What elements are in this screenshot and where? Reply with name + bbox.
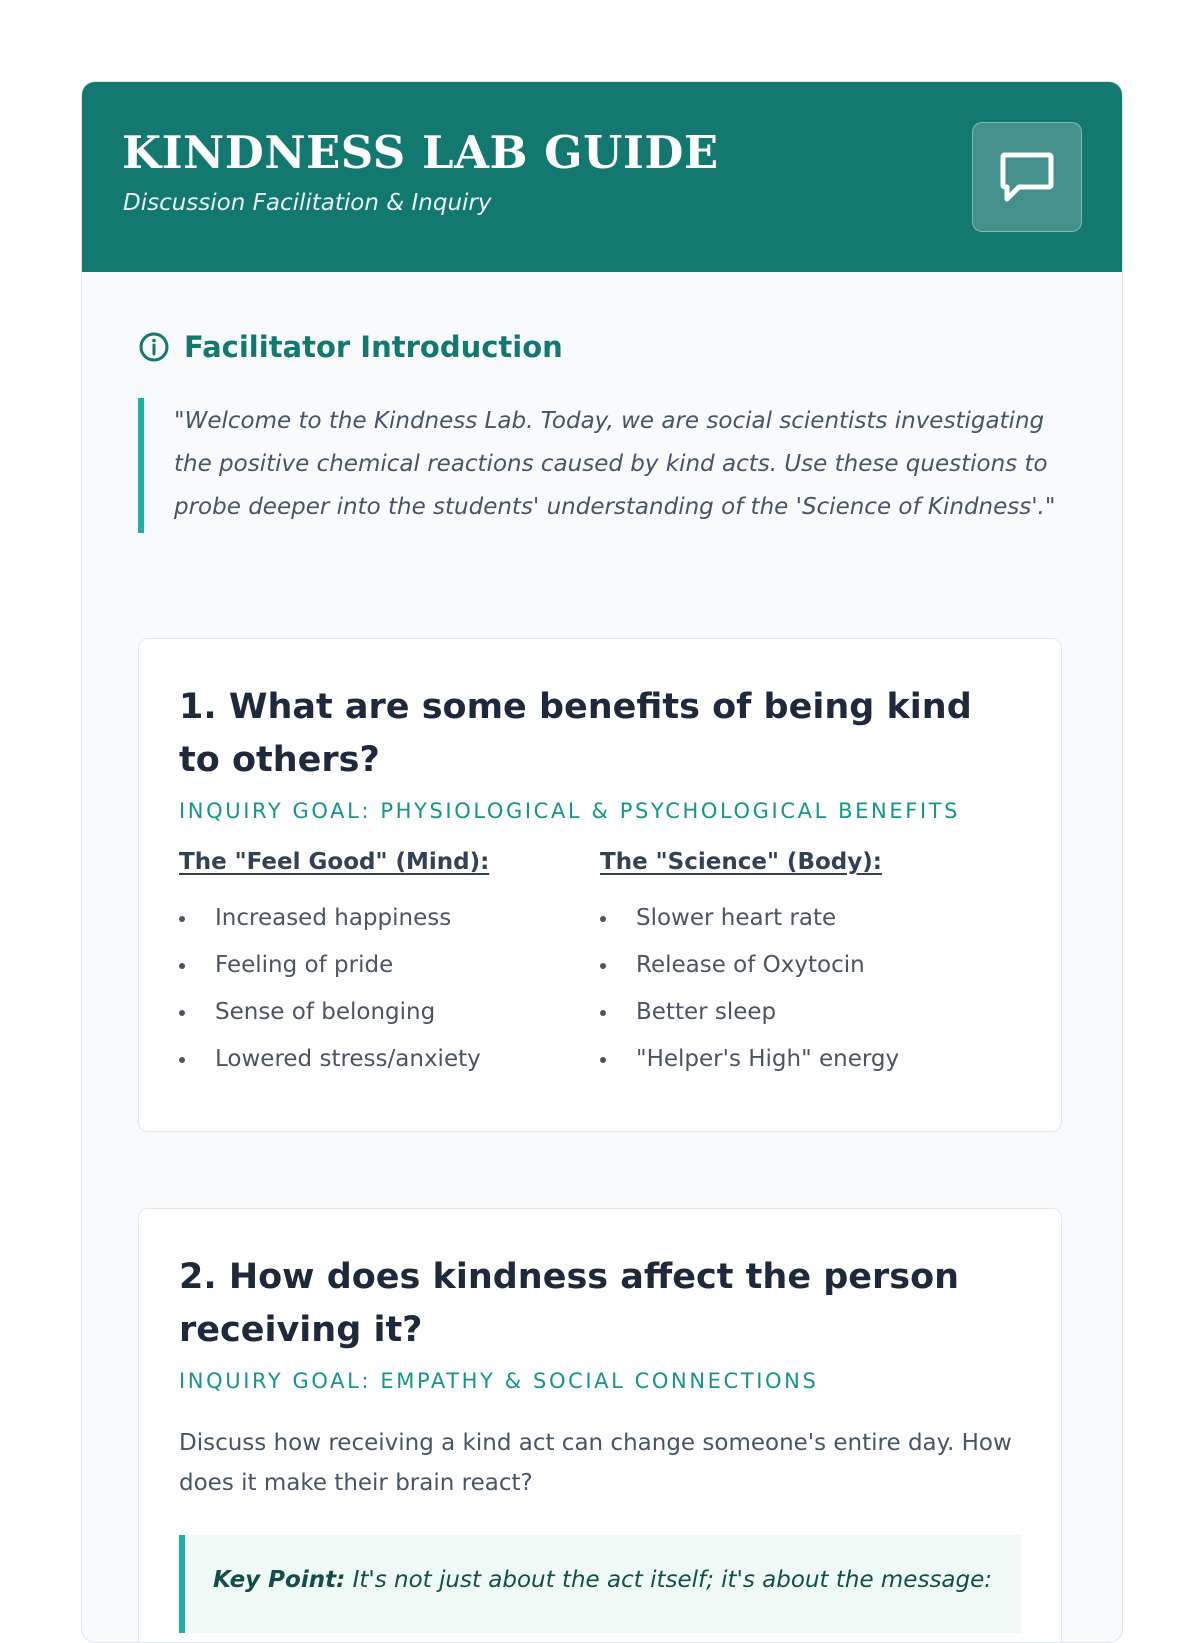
facilitator-introduction [138,330,1068,533]
question-title: 2. How does kindness affect the person receiving it? [179,1257,960,1350]
inquiry-goal: INQUIRY GOAL: PHYSIOLOGICAL & PSYCHOLOGICAL BENEFITS [179,799,961,823]
info-icon [138,331,170,363]
question-title: 1. What are some benefits of being kind to others? [179,687,972,780]
intro-heading [138,330,1068,364]
guide-title: KINDNESS LAB GUIDE [122,126,719,179]
list-item: Slower heart rate [600,895,1021,942]
chat-bubble-icon [995,145,1059,209]
list-item: "Helper's High" energy [600,1036,1021,1083]
question-description: Discuss how receiving a kind act can change someone's entire day. How does it make their brain react? [179,1430,1012,1496]
guide-subtitle: Discussion Facilitation & Inquiry [123,190,492,216]
inquiry-goal: INQUIRY GOAL: EMPATHY & SOCIAL CONNECTIONS [179,1369,819,1393]
list-item: Release of Oxytocin [600,942,1021,989]
list-item: Increased happiness [179,895,600,942]
intro-quote: "Welcome to the Kindness Lab. Today, we are social scientists investigating the positive chemical reactions caused by kind acts. Use these questions to probe deeper into the students' understanding of the 'Science of Kindness'." [138,398,1068,533]
list-item: Sense of belonging [179,989,600,1036]
question-card-2 [138,1208,1062,1643]
question-card-1 [138,638,1062,1132]
body-column [600,849,1021,1083]
benefit-list [600,895,1021,1083]
key-point-text: It's not just about the act itself; it's about the message: [345,1567,993,1593]
column-heading: The "Feel Good" (Mind): [179,849,490,875]
benefit-list [179,895,600,1083]
list-item: Better sleep [600,989,1021,1036]
list-item: Feeling of pride [179,942,600,989]
key-point-label: Key Point: [213,1567,346,1593]
intro-heading-text: Facilitator Introduction [184,330,563,364]
guide-header [82,82,1122,272]
guide-card [81,81,1123,1643]
discussion-button[interactable] [972,122,1082,232]
mind-column [179,849,600,1083]
benefit-columns [179,849,1021,1083]
key-point-callout [179,1535,1021,1633]
list-item: Lowered stress/anxiety [179,1036,600,1083]
column-heading: The "Science" (Body): [600,849,882,875]
